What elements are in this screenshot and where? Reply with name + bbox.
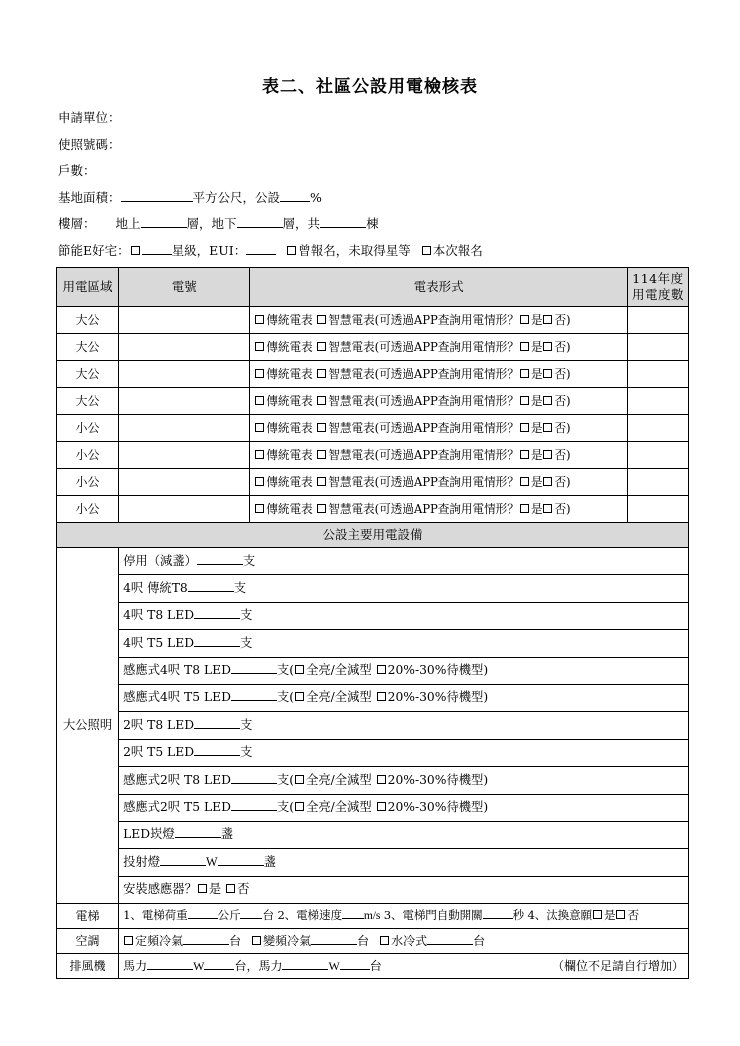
page-title: 表二、社區公設用電檢核表	[262, 77, 478, 97]
lighting-item-label: 感應式2呎 T5 LED	[123, 800, 231, 815]
smart-meter-label: 智慧電表(可透過APP查詢用電情形？	[328, 366, 519, 381]
elevator-load-unit: 公斤	[217, 908, 241, 923]
fixed-ac-qty-input[interactable]	[183, 944, 229, 945]
fixed-ac-checkbox[interactable]	[124, 936, 133, 945]
app-no-checkbox[interactable]	[543, 423, 552, 432]
lighting-item-label: 2呎 T8 LED	[123, 717, 195, 732]
exhaust-label: 排風機	[57, 954, 119, 979]
lighting-item-unit: 支	[240, 635, 253, 650]
full-dim-label: 全亮/全減型	[306, 772, 372, 787]
elevator-speed-unit: m/s	[363, 909, 381, 923]
floors-above-input[interactable]	[141, 227, 187, 228]
table-row	[57, 712, 689, 739]
standby-checkbox[interactable]	[377, 775, 386, 784]
table-row	[57, 767, 689, 794]
traditional-meter-label: 傳統電表	[266, 501, 313, 516]
smart-meter-checkbox[interactable]	[317, 477, 326, 486]
header-kwh-line1: 114年度	[632, 271, 684, 287]
lighting-item	[119, 548, 689, 575]
elevator-door-label: 3、電梯門自動開關	[383, 908, 483, 923]
standby-checkbox[interactable]	[377, 692, 386, 701]
traditional-meter-checkbox[interactable]	[255, 369, 264, 378]
exhaust-hp-label: 馬力	[123, 958, 148, 973]
app-no-label: 否)	[554, 420, 571, 435]
app-no-checkbox[interactable]	[543, 450, 552, 459]
table-row	[57, 876, 689, 903]
lighting-item-label: 4呎 T8 LED	[123, 608, 195, 623]
table-row	[57, 630, 689, 657]
row-meter-no-input[interactable]	[119, 469, 250, 496]
exhaust-qty1-unit: 台，馬力	[234, 958, 283, 973]
row-meter-type	[250, 307, 628, 334]
app-yes-checkbox[interactable]	[520, 396, 529, 405]
traditional-meter-checkbox[interactable]	[255, 342, 264, 351]
floors-below-input[interactable]	[237, 227, 283, 228]
row-area: 小公	[57, 469, 119, 496]
app-no-label: 否)	[554, 312, 571, 327]
led-downlight-label: LED崁燈	[123, 827, 175, 842]
traditional-meter-label: 傳統電表	[266, 339, 313, 354]
row-area: 大公	[57, 307, 119, 334]
header-kwh-line2: 用電度數	[631, 287, 684, 302]
field-site-area	[58, 185, 688, 212]
smart-meter-checkbox[interactable]	[317, 396, 326, 405]
table-row-hvac	[57, 929, 689, 954]
row-meter-no-input[interactable]	[119, 496, 250, 523]
row-area: 大公	[57, 361, 119, 388]
traditional-meter-label: 傳統電表	[266, 312, 313, 327]
row-kwh-input[interactable]	[627, 361, 688, 388]
elevator-speed-label: 2、電梯速度	[277, 908, 342, 923]
form-note: （欄位不足請自行增加）	[551, 958, 684, 973]
floodlight-watt-unit: W	[206, 854, 218, 869]
table-row	[57, 442, 689, 469]
exhaust-hp1-input[interactable]	[147, 969, 193, 970]
row-kwh-input[interactable]	[627, 442, 688, 469]
full-dim-checkbox[interactable]	[295, 665, 304, 674]
elevator-load-label: 1、電梯荷重	[123, 908, 188, 923]
lighting-item-label: 2呎 T5 LED	[123, 745, 195, 760]
floors-label: 樓層：	[58, 216, 96, 231]
row-area: 小公	[57, 415, 119, 442]
elevator-yes-checkbox[interactable]	[593, 910, 602, 919]
smart-meter-label: 智慧電表(可透過APP查詢用電情形？	[328, 474, 519, 489]
hvac-item	[119, 929, 689, 954]
smart-meter-label: 智慧電表(可透過APP查詢用電情形？	[328, 393, 519, 408]
standby-checkbox[interactable]	[377, 665, 386, 674]
sensor-yes-label: 是	[208, 882, 222, 897]
smart-meter-checkbox[interactable]	[317, 369, 326, 378]
water-cooled-qty-input[interactable]	[427, 944, 473, 945]
smart-meter-label: 智慧電表(可透過APP查詢用電情形？	[328, 339, 519, 354]
table-row	[57, 657, 689, 684]
floors-below-unit: 層，共	[282, 216, 321, 231]
full-dim-checkbox[interactable]	[295, 775, 304, 784]
elevator-count-unit: 台	[262, 908, 274, 923]
sensor-no-label: 否	[237, 882, 250, 897]
row-meter-no-input[interactable]	[119, 442, 250, 469]
app-yes-checkbox[interactable]	[520, 423, 529, 432]
lighting-item-unit: 支(	[276, 663, 295, 678]
smart-meter-label: 智慧電表(可透過APP查詢用電情形？	[328, 501, 519, 516]
lighting-item-unit: 支(	[276, 800, 295, 815]
exhaust-qty2-unit: 台	[369, 958, 382, 973]
table-row	[57, 849, 689, 876]
led-downlight-qty-input[interactable]	[175, 837, 221, 838]
traditional-meter-label: 傳統電表	[266, 366, 313, 381]
row-area: 大公	[57, 388, 119, 415]
field-floors	[58, 211, 688, 238]
energy-registered-checkbox[interactable]	[287, 246, 296, 255]
lighting-qty-input[interactable]	[194, 646, 240, 647]
row-meter-type	[250, 334, 628, 361]
lighting-item-label: 感應式2呎 T8 LED	[123, 772, 231, 787]
header-area: 用電區域	[57, 268, 119, 307]
row-kwh-input[interactable]	[627, 415, 688, 442]
table-header-row	[57, 268, 689, 307]
lighting-item	[119, 575, 689, 602]
smart-meter-checkbox[interactable]	[317, 504, 326, 513]
led-downlight-unit: 盞	[220, 827, 234, 842]
fixed-ac-unit: 台	[229, 933, 242, 948]
row-meter-no-input[interactable]	[119, 361, 250, 388]
inverter-ac-qty-input[interactable]	[311, 944, 357, 945]
app-no-label: 否)	[554, 474, 571, 489]
inverter-ac-label: 變頻冷氣	[263, 933, 312, 948]
energy-star-checkbox[interactable]	[131, 246, 140, 255]
row-kwh-input[interactable]	[627, 496, 688, 523]
app-yes-label: 是	[530, 501, 543, 516]
row-meter-type	[250, 415, 628, 442]
app-yes-checkbox[interactable]	[520, 477, 529, 486]
water-cooled-checkbox[interactable]	[380, 936, 389, 945]
app-no-label: 否)	[554, 447, 571, 462]
app-no-label: 否)	[554, 393, 571, 408]
app-no-checkbox[interactable]	[543, 342, 552, 351]
field-applicant	[58, 105, 688, 132]
app-yes-checkbox[interactable]	[520, 315, 529, 324]
elevator-no-label: 否	[627, 908, 639, 923]
row-kwh-input[interactable]	[627, 307, 688, 334]
buildings-input[interactable]	[320, 227, 366, 228]
table-row-exhaust	[57, 954, 689, 979]
lighting-item-label: 4呎 T5 LED	[123, 635, 195, 650]
app-yes-label: 是	[530, 393, 543, 408]
table-row	[57, 334, 689, 361]
header-kwh	[627, 268, 688, 307]
floodlight-unit: 盞	[263, 854, 276, 869]
exhaust-hp1-unit: W	[193, 958, 205, 973]
field-households	[58, 158, 688, 185]
inverter-ac-unit: 台	[357, 933, 370, 948]
elevator-count-input[interactable]	[240, 918, 262, 919]
app-no-checkbox[interactable]	[543, 396, 552, 405]
exhaust-item	[119, 954, 689, 979]
equipment-section-label: 公設主要用電設備	[57, 523, 689, 548]
households-label: 戶數：	[58, 163, 96, 178]
energy-star-unit: 星級，EUI：	[171, 242, 247, 258]
row-area: 小公	[57, 496, 119, 523]
app-yes-checkbox[interactable]	[520, 342, 529, 351]
hvac-label: 空調	[57, 929, 119, 954]
smart-meter-label: 智慧電表(可透過APP查詢用電情形？	[328, 447, 519, 462]
row-meter-no-input[interactable]	[119, 334, 250, 361]
table-row	[57, 469, 689, 496]
percent-sign: %	[310, 189, 322, 205]
standby-label: 20%-30%待機型)	[387, 772, 489, 787]
row-meter-type	[250, 388, 628, 415]
row-meter-type	[250, 361, 628, 388]
table-row	[57, 361, 689, 388]
form-header-fields	[58, 105, 688, 264]
lighting-item-unit: 支(	[276, 772, 295, 787]
lighting-item	[119, 684, 689, 711]
traditional-meter-label: 傳統電表	[266, 393, 313, 408]
floodlight-label: 投射燈	[123, 854, 160, 869]
traditional-meter-checkbox[interactable]	[255, 450, 264, 459]
lighting-item-label: 感應式4呎 T8 LED	[123, 663, 231, 678]
app-yes-label: 是	[530, 339, 543, 354]
smart-meter-checkbox[interactable]	[317, 342, 326, 351]
floodlight-watt-input[interactable]	[160, 865, 206, 866]
lighting-item-unit: 支	[240, 608, 253, 623]
row-area: 小公	[57, 442, 119, 469]
lighting-item-unit: 支	[240, 717, 253, 732]
full-dim-label: 全亮/全減型	[306, 690, 372, 705]
table-row	[57, 794, 689, 821]
lighting-item	[119, 767, 689, 794]
full-dim-label: 全亮/全減型	[306, 800, 372, 815]
row-kwh-input[interactable]	[627, 334, 688, 361]
elevator-item	[119, 904, 689, 929]
eui-input[interactable]	[246, 254, 276, 255]
table-row	[57, 602, 689, 629]
full-dim-checkbox[interactable]	[295, 802, 304, 811]
elevator-speed-input[interactable]	[342, 918, 364, 919]
buildings-unit: 棟	[366, 216, 379, 231]
floodlight-item	[119, 849, 689, 876]
elevator-door-unit: 秒	[512, 908, 524, 923]
traditional-meter-label: 傳統電表	[266, 447, 313, 462]
table-row	[57, 415, 689, 442]
row-kwh-input[interactable]	[627, 388, 688, 415]
lighting-item	[119, 630, 689, 657]
app-yes-checkbox[interactable]	[520, 450, 529, 459]
app-yes-label: 是	[530, 474, 543, 489]
elevator-replace-label: 4、汰換意願	[527, 908, 592, 923]
lighting-item	[119, 794, 689, 821]
lighting-item-label: 感應式4呎 T5 LED	[123, 690, 231, 705]
smart-meter-checkbox[interactable]	[317, 315, 326, 324]
equipment-section-header	[57, 523, 689, 548]
app-no-label: 否)	[554, 501, 571, 516]
electricity-check-table	[56, 267, 689, 979]
traditional-meter-checkbox[interactable]	[255, 423, 264, 432]
table-row	[57, 739, 689, 766]
floors-above-label: 地上	[115, 216, 141, 231]
app-yes-label: 是	[530, 366, 543, 381]
app-yes-checkbox[interactable]	[520, 504, 529, 513]
traditional-meter-checkbox[interactable]	[255, 315, 264, 324]
water-cooled-unit: 台	[473, 933, 486, 948]
traditional-meter-checkbox[interactable]	[255, 396, 264, 405]
app-yes-label: 是	[530, 312, 543, 327]
elevator-no-checkbox[interactable]	[616, 910, 625, 919]
row-meter-no-input[interactable]	[119, 307, 250, 334]
energy-registered-label: 曾報名，未取得星等	[298, 242, 411, 258]
table-row	[57, 684, 689, 711]
site-area-label: 基地面積：	[58, 189, 121, 205]
license-label: 使照號碼：	[58, 136, 121, 152]
table-row-elevator	[57, 904, 689, 929]
traditional-meter-checkbox[interactable]	[255, 477, 264, 486]
lighting-qty-input[interactable]	[194, 618, 240, 619]
app-no-checkbox[interactable]	[543, 504, 552, 513]
public-ratio-input[interactable]	[280, 201, 310, 202]
lighting-qty-input[interactable]	[197, 564, 243, 565]
full-dim-checkbox[interactable]	[295, 692, 304, 701]
lighting-qty-input[interactable]	[231, 700, 277, 701]
app-no-label: 否)	[554, 366, 571, 381]
field-energy	[58, 238, 688, 265]
elevator-door-input[interactable]	[483, 918, 513, 919]
lighting-section-label: 大公照明	[57, 548, 119, 904]
app-no-checkbox[interactable]	[543, 477, 552, 486]
row-meter-type	[250, 496, 628, 523]
sensor-install-label: 安裝感應器？	[123, 882, 197, 897]
table-row	[57, 388, 689, 415]
table-row	[57, 821, 689, 848]
elevator-label: 電梯	[57, 904, 119, 929]
led-downlight-item	[119, 821, 689, 848]
row-meter-type	[250, 469, 628, 496]
site-area-unit: 平方公尺，公設	[192, 189, 281, 205]
exhaust-qty1-input[interactable]	[204, 969, 234, 970]
water-cooled-label: 水冷式	[391, 933, 428, 948]
sensor-install-item	[119, 876, 689, 903]
lighting-item-unit: 支(	[276, 690, 295, 705]
traditional-meter-checkbox[interactable]	[255, 504, 264, 513]
standby-checkbox[interactable]	[377, 802, 386, 811]
field-license	[58, 132, 688, 159]
app-yes-label: 是	[530, 447, 543, 462]
lighting-qty-input[interactable]	[231, 810, 277, 811]
energy-label: 節能E好宅：	[58, 242, 130, 258]
exhaust-hp2-input[interactable]	[282, 969, 328, 970]
header-meter-no: 電號	[119, 268, 250, 307]
app-no-label: 否)	[554, 339, 571, 354]
exhaust-qty2-input[interactable]	[340, 969, 370, 970]
lighting-qty-input[interactable]	[231, 673, 277, 674]
app-no-checkbox[interactable]	[543, 369, 552, 378]
lighting-qty-input[interactable]	[188, 591, 234, 592]
site-area-input[interactable]	[121, 201, 193, 202]
sensor-yes-checkbox[interactable]	[198, 884, 207, 893]
lighting-item	[119, 712, 689, 739]
exhaust-hp2-unit: W	[328, 958, 340, 973]
row-meter-no-input[interactable]	[119, 415, 250, 442]
floodlight-qty-input[interactable]	[218, 865, 264, 866]
row-area: 大公	[57, 334, 119, 361]
smart-meter-label: 智慧電表(可透過APP查詢用電情形？	[328, 312, 519, 327]
smart-meter-checkbox[interactable]	[317, 423, 326, 432]
lighting-item	[119, 739, 689, 766]
sensor-no-checkbox[interactable]	[226, 884, 235, 893]
traditional-meter-label: 傳統電表	[266, 420, 313, 435]
inverter-ac-checkbox[interactable]	[252, 936, 261, 945]
elevator-yes-label: 是	[603, 908, 616, 923]
table-row	[57, 496, 689, 523]
full-dim-label: 全亮/全減型	[306, 663, 372, 678]
energy-current-label: 本次報名	[432, 242, 483, 258]
lighting-item-unit: 支	[240, 745, 253, 760]
lighting-item	[119, 602, 689, 629]
app-yes-label: 是	[530, 420, 543, 435]
table-row	[57, 548, 689, 575]
traditional-meter-label: 傳統電表	[266, 474, 313, 489]
lighting-qty-input[interactable]	[231, 783, 277, 784]
smart-meter-label: 智慧電表(可透過APP查詢用電情形？	[328, 420, 519, 435]
fixed-ac-label: 定頻冷氣	[135, 933, 184, 948]
elevator-load-input[interactable]	[188, 918, 218, 919]
row-meter-no-input[interactable]	[119, 388, 250, 415]
lighting-item-label: 4呎 傳統T8	[123, 580, 188, 595]
header-meter-type: 電表形式	[250, 268, 628, 307]
row-meter-type	[250, 442, 628, 469]
lighting-qty-input[interactable]	[194, 755, 240, 756]
table-row	[57, 575, 689, 602]
applicant-label: 申請單位：	[58, 110, 121, 125]
standby-label: 20%-30%待機型)	[387, 690, 489, 705]
energy-current-checkbox[interactable]	[422, 246, 431, 255]
smart-meter-checkbox[interactable]	[317, 450, 326, 459]
app-no-checkbox[interactable]	[543, 315, 552, 324]
lighting-item-label: 停用（減盞）	[123, 553, 197, 568]
floors-above-unit: 層，地下	[186, 216, 237, 231]
lighting-item-unit: 支	[233, 580, 247, 595]
lighting-item-unit: 支	[242, 553, 256, 568]
standby-label: 20%-30%待機型)	[387, 663, 489, 678]
lighting-item	[119, 657, 689, 684]
table-row	[57, 307, 689, 334]
standby-label: 20%-30%待機型)	[387, 800, 489, 815]
row-kwh-input[interactable]	[627, 469, 688, 496]
energy-star-input[interactable]	[142, 254, 172, 255]
lighting-qty-input[interactable]	[194, 728, 240, 729]
app-yes-checkbox[interactable]	[520, 369, 529, 378]
